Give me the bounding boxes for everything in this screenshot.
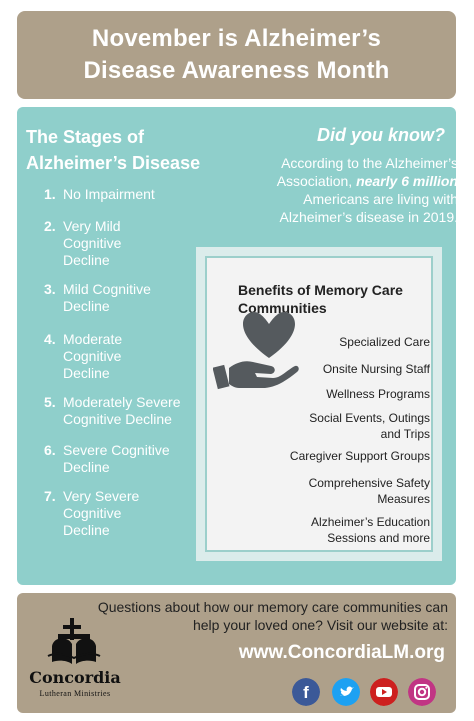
facebook-icon[interactable] — [292, 678, 320, 706]
benefit-item: Alzheimer’s Education Sessions and more — [311, 515, 430, 545]
benefit-item: Comprehensive Safety Measures — [308, 476, 430, 506]
instagram-icon[interactable] — [408, 678, 436, 706]
benefit-item: Wellness Programs — [326, 387, 430, 401]
stage-number: 6. — [44, 442, 56, 458]
benefits-heading: Benefits of Memory Care Communities — [238, 282, 403, 316]
title-line-1: November is Alzheimer’s — [91, 25, 382, 52]
stage-label: Severe Cognitive Decline — [63, 442, 170, 475]
logo-name: Concordia — [29, 668, 121, 687]
stage-label: Moderate Cognitive Decline — [63, 331, 123, 381]
stage-number: 3. — [44, 281, 56, 297]
svg-text:f: f — [303, 683, 309, 702]
website-link[interactable]: www.ConcordiaLM.org — [238, 642, 445, 663]
stage-label: No Impairment — [63, 186, 155, 202]
stage-label: Very Severe Cognitive Decline — [63, 488, 140, 538]
stage-number: 7. — [44, 488, 56, 504]
benefit-item: Caregiver Support Groups — [289, 449, 430, 463]
benefit-item: Specialized Care — [339, 335, 430, 349]
stage-number: 5. — [44, 394, 56, 410]
fact-text-end: Americans are living with Alzheimer’s disease in 2019. — [279, 191, 458, 225]
did-you-know-text — [238, 154, 458, 226]
fact-highlight: nearly 6 million — [356, 173, 458, 189]
stage-number: 2. — [44, 218, 56, 234]
twitter-icon[interactable] — [332, 678, 360, 706]
youtube-icon[interactable] — [370, 678, 398, 706]
stage-label: Very Mild Cognitive Decline — [63, 218, 122, 268]
stages-heading — [26, 124, 200, 176]
benefit-item: Onsite Nursing Staff — [322, 362, 430, 376]
title-banner — [17, 11, 456, 99]
footer-question: Questions about how our memory care communities can help your loved one? Visit our website at: — [97, 599, 448, 633]
logo-subtitle: Lutheran Ministries — [39, 689, 111, 698]
stages-heading-line-1: The Stages of — [26, 127, 145, 147]
benefit-item: Social Events, Outings and Trips — [309, 411, 430, 441]
stage-label: Mild Cognitive Decline — [63, 281, 151, 314]
stages-heading-line-2: Alzheimer’s Disease — [26, 153, 201, 173]
stage-number: 4. — [44, 331, 56, 347]
fact-text-start: According to the Alzheimer’s Association, — [276, 155, 458, 189]
stage-number: 1. — [44, 186, 56, 202]
heart-in-hand-icon — [213, 308, 299, 390]
title-line-2: Disease Awareness Month — [83, 57, 390, 84]
did-you-know-heading: Did you know? — [317, 125, 445, 145]
stage-label: Moderately Severe Cognitive Decline — [63, 394, 181, 427]
